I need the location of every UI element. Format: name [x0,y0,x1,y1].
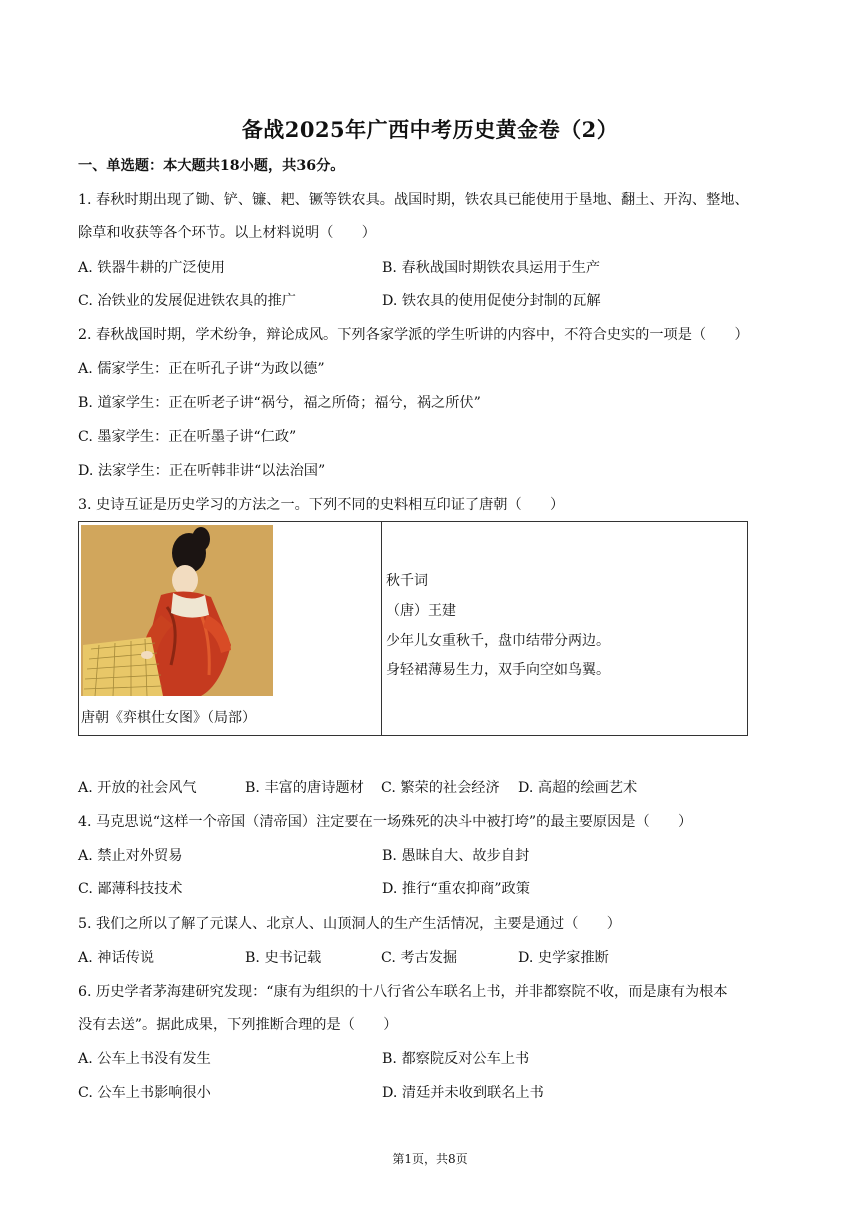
poem-title: 秋千词 [386,573,428,589]
question-2-option-c: C. 墨家学生：正在听墨子讲“仁政” [78,429,297,445]
question-6-option-d: D. 清廷并未收到联名上书 [382,1085,544,1101]
question-6-option-c: C. 公车上书影响很小 [78,1085,211,1101]
question-5-option-a: A. 神话传说 [78,950,155,966]
question-5-option-d: D. 史学家推断 [518,950,609,966]
question-4-option-b: B. 愚昧自大、故步自封 [382,848,530,864]
page-title: 备战2025年广西中考历史黄金卷（2） [241,117,619,142]
question-3-option-c: C. 繁荣的社会经济 [381,780,500,796]
question-4-stem: 4. 马克思说“这样一个帝国（清帝国）注定要在一场殊死的决斗中被打垮”的最主要原因是（ ） [78,814,693,830]
question-5-option-c: C. 考古发掘 [381,950,458,966]
question-1-stem-cont: 除草和收获等各个环节。以上材料说明（ ） [78,225,376,241]
question-3-stem: 3. 史诗互证是历史学习的方法之一。下列不同的史料相互印证了唐朝（ ） [78,497,565,513]
question-5-stem: 5. 我们之所以了解了元谋人、北京人、山顶洞人的生产生活情况，主要是通过（ ） [78,916,621,932]
section-heading: 一、单选题：本大题共18小题，共36分。 [78,158,345,174]
question-6-stem-cont: 没有去送”。据此成果，下列推断合理的是（ ） [78,1017,398,1033]
poem-line-2: 身轻裙薄易生力，双手向空如鸟翼。 [386,662,610,678]
painting-cell [79,522,382,735]
page-footer: 第1页，共8页 [392,1152,468,1166]
poem-author: （唐）王建 [386,603,456,619]
question-3-option-a: A. 开放的社会风气 [78,780,197,796]
question-4-option-c: C. 鄙薄科技技术 [78,881,183,897]
question-1-option-c: C. 冶铁业的发展促进铁农具的推广 [78,293,296,309]
question-6-option-b: B. 都察院反对公车上书 [382,1051,530,1067]
question-3-option-b: B. 丰富的唐诗题材 [245,780,364,796]
question-2-option-a: A. 儒家学生：正在听孔子讲“为政以德” [78,361,325,377]
question-6-option-a: A. 公车上书没有发生 [78,1051,211,1067]
question-1-option-b: B. 春秋战国时期铁农具运用于生产 [382,260,601,276]
question-1-option-d: D. 铁农具的使用促使分封制的瓦解 [382,293,601,309]
question-4-option-d: D. 推行“重农抑商”政策 [382,881,530,897]
poem-line-1: 少年儿女重秋千，盘巾结带分两边。 [386,633,610,649]
question-1-stem: 1. 春秋时期出现了锄、铲、镰、耙、镢等铁农具。战国时期，铁农具已能使用于垦地、翻土、开沟、整地、 [78,192,749,208]
question-2-option-d: D. 法家学生：正在听韩非讲“以法治国” [78,463,326,479]
question-1-option-a: A. 铁器牛耕的广泛使用 [78,260,225,276]
painting-caption: 唐朝《弈棋仕女图》（局部） [81,710,256,726]
question-2-stem: 2. 春秋战国时期，学术纷争，辩论成风。下列各家学派的学生听讲的内容中，不符合史实的一项是（ ） [78,327,749,343]
tang-court-lady-painting-image [81,525,273,696]
question-3-option-d: D. 高超的绘画艺术 [518,780,638,796]
question-2-option-b: B. 道家学生：正在听老子讲“祸兮，福之所倚；福兮，祸之所伏” [78,395,481,411]
question-5-option-b: B. 史书记载 [245,950,322,966]
question-4-option-a: A. 禁止对外贸易 [78,848,183,864]
question-6-stem: 6. 历史学者茅海建研究发现：“康有为组织的十八行省公车联名上书，并非都察院不收，而是康有为根本 [78,984,728,1000]
poem-cell [382,522,747,735]
question-3-source-table [78,521,748,736]
